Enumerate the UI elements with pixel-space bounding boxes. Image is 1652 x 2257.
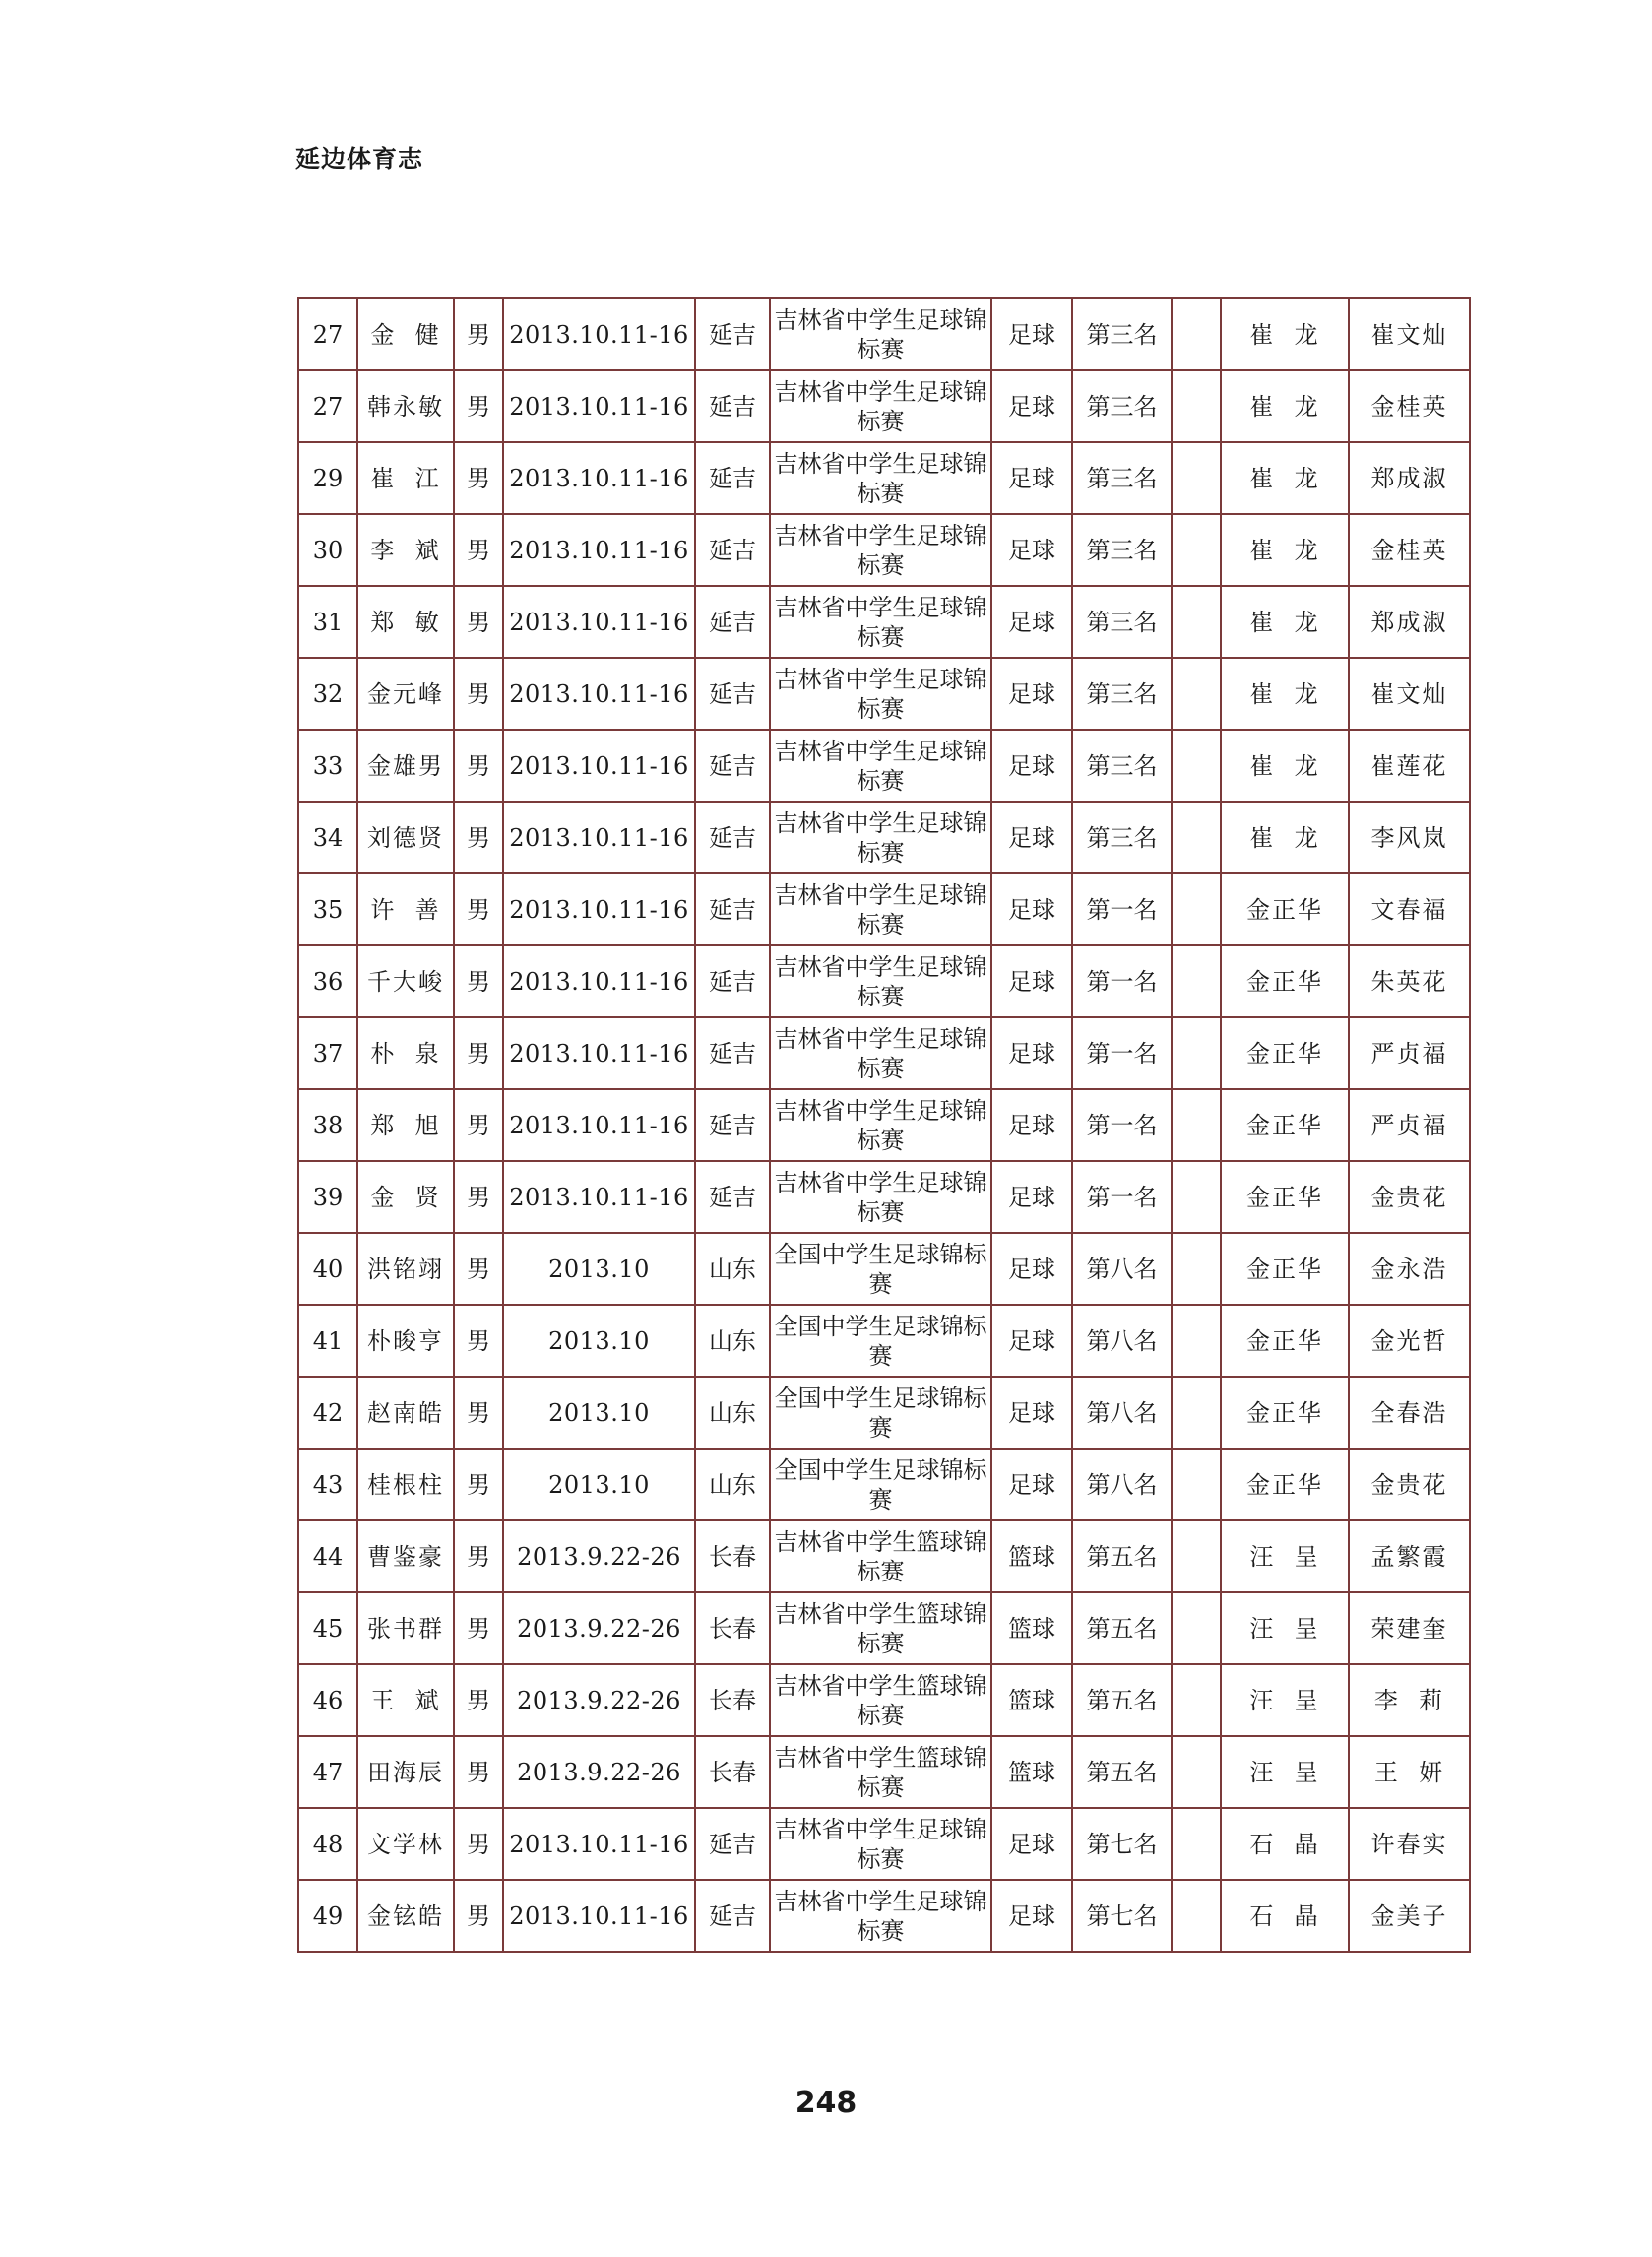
gender-cell: 男 xyxy=(454,442,503,514)
table-row xyxy=(298,586,1470,658)
remark-cell xyxy=(1172,1808,1221,1880)
table-row xyxy=(298,1520,1470,1592)
table-row xyxy=(298,1377,1470,1449)
row-number-cell: 44 xyxy=(298,1520,357,1592)
remark-cell xyxy=(1172,1017,1221,1089)
result-cell: 第三名 xyxy=(1072,586,1172,658)
coach-cell: 金正华 xyxy=(1221,1305,1349,1377)
location-cell: 长春 xyxy=(695,1664,770,1736)
coach-cell: 汪 呈 xyxy=(1221,1520,1349,1592)
gender-cell: 男 xyxy=(454,873,503,945)
table-row xyxy=(298,442,1470,514)
athlete-name-cell: 崔 江 xyxy=(357,442,454,514)
event-name-cell: 吉林省中学生足球锦标赛 xyxy=(770,802,991,873)
row-number-cell: 31 xyxy=(298,586,357,658)
table-row xyxy=(298,1161,1470,1233)
result-cell: 第三名 xyxy=(1072,730,1172,802)
teacher-cell: 荣建奎 xyxy=(1349,1592,1470,1664)
coach-cell: 崔 龙 xyxy=(1221,514,1349,586)
gender-cell: 男 xyxy=(454,1449,503,1520)
event-name-cell: 吉林省中学生篮球锦标赛 xyxy=(770,1736,991,1808)
coach-cell: 石 晶 xyxy=(1221,1880,1349,1952)
event-name-cell: 吉林省中学生足球锦标赛 xyxy=(770,730,991,802)
sport-cell: 足球 xyxy=(991,1377,1072,1449)
date-cell: 2013.10 xyxy=(503,1377,695,1449)
date-cell: 2013.10.11-16 xyxy=(503,945,695,1017)
date-cell: 2013.10.11-16 xyxy=(503,802,695,873)
date-cell: 2013.10.11-16 xyxy=(503,1089,695,1161)
date-cell: 2013.10.11-16 xyxy=(503,730,695,802)
event-name-cell: 全国中学生足球锦标赛 xyxy=(770,1449,991,1520)
remark-cell xyxy=(1172,1880,1221,1952)
table-row xyxy=(298,1449,1470,1520)
location-cell: 延吉 xyxy=(695,1880,770,1952)
table-row xyxy=(298,1664,1470,1736)
teacher-cell: 崔文灿 xyxy=(1349,658,1470,730)
date-cell: 2013.10 xyxy=(503,1449,695,1520)
location-cell: 长春 xyxy=(695,1592,770,1664)
gender-cell: 男 xyxy=(454,1664,503,1736)
athlete-name-cell: 李 斌 xyxy=(357,514,454,586)
coach-cell: 金正华 xyxy=(1221,1089,1349,1161)
teacher-cell: 金贵花 xyxy=(1349,1161,1470,1233)
date-cell: 2013.9.22-26 xyxy=(503,1592,695,1664)
gender-cell: 男 xyxy=(454,945,503,1017)
coach-cell: 崔 龙 xyxy=(1221,370,1349,442)
location-cell: 山东 xyxy=(695,1233,770,1305)
gender-cell: 男 xyxy=(454,298,503,370)
date-cell: 2013.10.11-16 xyxy=(503,514,695,586)
teacher-cell: 崔文灿 xyxy=(1349,298,1470,370)
result-cell: 第八名 xyxy=(1072,1233,1172,1305)
coach-cell: 崔 龙 xyxy=(1221,442,1349,514)
event-name-cell: 吉林省中学生足球锦标赛 xyxy=(770,514,991,586)
remark-cell xyxy=(1172,658,1221,730)
table-row xyxy=(298,298,1470,370)
result-cell: 第一名 xyxy=(1072,1017,1172,1089)
coach-cell: 崔 龙 xyxy=(1221,586,1349,658)
coach-cell: 汪 呈 xyxy=(1221,1664,1349,1736)
result-cell: 第八名 xyxy=(1072,1449,1172,1520)
event-name-cell: 吉林省中学生足球锦标赛 xyxy=(770,1161,991,1233)
sport-cell: 篮球 xyxy=(991,1592,1072,1664)
location-cell: 山东 xyxy=(695,1377,770,1449)
location-cell: 长春 xyxy=(695,1520,770,1592)
row-number-cell: 48 xyxy=(298,1808,357,1880)
table-row xyxy=(298,1592,1470,1664)
result-cell: 第一名 xyxy=(1072,873,1172,945)
sport-cell: 足球 xyxy=(991,1880,1072,1952)
row-number-cell: 47 xyxy=(298,1736,357,1808)
coach-cell: 金正华 xyxy=(1221,1161,1349,1233)
gender-cell: 男 xyxy=(454,1305,503,1377)
athlete-name-cell: 郑 旭 xyxy=(357,1089,454,1161)
remark-cell xyxy=(1172,873,1221,945)
athlete-name-cell: 曹鉴豪 xyxy=(357,1520,454,1592)
remark-cell xyxy=(1172,298,1221,370)
sport-cell: 足球 xyxy=(991,873,1072,945)
date-cell: 2013.10 xyxy=(503,1233,695,1305)
result-cell: 第八名 xyxy=(1072,1305,1172,1377)
event-name-cell: 吉林省中学生足球锦标赛 xyxy=(770,873,991,945)
sport-cell: 足球 xyxy=(991,730,1072,802)
athlete-name-cell: 郑 敏 xyxy=(357,586,454,658)
date-cell: 2013.10.11-16 xyxy=(503,1808,695,1880)
location-cell: 延吉 xyxy=(695,370,770,442)
row-number-cell: 40 xyxy=(298,1233,357,1305)
sport-cell: 足球 xyxy=(991,945,1072,1017)
teacher-cell: 郑成淑 xyxy=(1349,442,1470,514)
row-number-cell: 41 xyxy=(298,1305,357,1377)
result-cell: 第七名 xyxy=(1072,1880,1172,1952)
sport-cell: 足球 xyxy=(991,1089,1072,1161)
table-row xyxy=(298,658,1470,730)
athlete-name-cell: 张书群 xyxy=(357,1592,454,1664)
coach-cell: 崔 龙 xyxy=(1221,802,1349,873)
sport-cell: 足球 xyxy=(991,1808,1072,1880)
location-cell: 延吉 xyxy=(695,1161,770,1233)
teacher-cell: 金永浩 xyxy=(1349,1233,1470,1305)
event-name-cell: 吉林省中学生足球锦标赛 xyxy=(770,298,991,370)
coach-cell: 金正华 xyxy=(1221,1377,1349,1449)
coach-cell: 金正华 xyxy=(1221,1017,1349,1089)
date-cell: 2013.10.11-16 xyxy=(503,1161,695,1233)
gender-cell: 男 xyxy=(454,1592,503,1664)
date-cell: 2013.10.11-16 xyxy=(503,586,695,658)
location-cell: 延吉 xyxy=(695,730,770,802)
teacher-cell: 孟繁霞 xyxy=(1349,1520,1470,1592)
teacher-cell: 金光哲 xyxy=(1349,1305,1470,1377)
sport-cell: 足球 xyxy=(991,802,1072,873)
gender-cell: 男 xyxy=(454,370,503,442)
date-cell: 2013.10.11-16 xyxy=(503,658,695,730)
event-name-cell: 全国中学生足球锦标赛 xyxy=(770,1377,991,1449)
remark-cell xyxy=(1172,1377,1221,1449)
gender-cell: 男 xyxy=(454,1377,503,1449)
result-cell: 第七名 xyxy=(1072,1808,1172,1880)
event-name-cell: 吉林省中学生足球锦标赛 xyxy=(770,1880,991,1952)
location-cell: 延吉 xyxy=(695,1808,770,1880)
remark-cell xyxy=(1172,802,1221,873)
remark-cell xyxy=(1172,1233,1221,1305)
sport-cell: 足球 xyxy=(991,1305,1072,1377)
row-number-cell: 38 xyxy=(298,1089,357,1161)
remark-cell xyxy=(1172,1520,1221,1592)
location-cell: 延吉 xyxy=(695,298,770,370)
location-cell: 延吉 xyxy=(695,945,770,1017)
teacher-cell: 崔莲花 xyxy=(1349,730,1470,802)
remark-cell xyxy=(1172,586,1221,658)
athlete-name-cell: 金雄男 xyxy=(357,730,454,802)
event-name-cell: 全国中学生足球锦标赛 xyxy=(770,1233,991,1305)
teacher-cell: 金桂英 xyxy=(1349,370,1470,442)
athlete-name-cell: 韩永敏 xyxy=(357,370,454,442)
event-name-cell: 吉林省中学生足球锦标赛 xyxy=(770,945,991,1017)
gender-cell: 男 xyxy=(454,1161,503,1233)
row-number-cell: 36 xyxy=(298,945,357,1017)
result-cell: 第五名 xyxy=(1072,1520,1172,1592)
table-row xyxy=(298,730,1470,802)
teacher-cell: 文春福 xyxy=(1349,873,1470,945)
sport-cell: 篮球 xyxy=(991,1664,1072,1736)
row-number-cell: 49 xyxy=(298,1880,357,1952)
row-number-cell: 32 xyxy=(298,658,357,730)
remark-cell xyxy=(1172,1664,1221,1736)
result-cell: 第三名 xyxy=(1072,298,1172,370)
sport-cell: 足球 xyxy=(991,442,1072,514)
result-cell: 第五名 xyxy=(1072,1592,1172,1664)
result-cell: 第一名 xyxy=(1072,1161,1172,1233)
event-name-cell: 吉林省中学生篮球锦标赛 xyxy=(770,1592,991,1664)
row-number-cell: 33 xyxy=(298,730,357,802)
gender-cell: 男 xyxy=(454,1233,503,1305)
coach-cell: 石 晶 xyxy=(1221,1808,1349,1880)
date-cell: 2013.9.22-26 xyxy=(503,1520,695,1592)
location-cell: 延吉 xyxy=(695,802,770,873)
result-cell: 第三名 xyxy=(1072,802,1172,873)
coach-cell: 崔 龙 xyxy=(1221,658,1349,730)
location-cell: 延吉 xyxy=(695,514,770,586)
remark-cell xyxy=(1172,1161,1221,1233)
row-number-cell: 30 xyxy=(298,514,357,586)
event-name-cell: 吉林省中学生足球锦标赛 xyxy=(770,1089,991,1161)
athlete-name-cell: 金 健 xyxy=(357,298,454,370)
remark-cell xyxy=(1172,1089,1221,1161)
coach-cell: 金正华 xyxy=(1221,1233,1349,1305)
location-cell: 山东 xyxy=(695,1305,770,1377)
teacher-cell: 金贵花 xyxy=(1349,1449,1470,1520)
coach-cell: 汪 呈 xyxy=(1221,1736,1349,1808)
event-name-cell: 吉林省中学生足球锦标赛 xyxy=(770,370,991,442)
remark-cell xyxy=(1172,1305,1221,1377)
coach-cell: 崔 龙 xyxy=(1221,730,1349,802)
result-cell: 第三名 xyxy=(1072,658,1172,730)
gender-cell: 男 xyxy=(454,586,503,658)
row-number-cell: 27 xyxy=(298,298,357,370)
table-row xyxy=(298,1808,1470,1880)
location-cell: 延吉 xyxy=(695,442,770,514)
date-cell: 2013.10.11-16 xyxy=(503,1017,695,1089)
sport-cell: 足球 xyxy=(991,514,1072,586)
sport-cell: 篮球 xyxy=(991,1520,1072,1592)
sport-cell: 足球 xyxy=(991,370,1072,442)
gender-cell: 男 xyxy=(454,1017,503,1089)
athlete-results-table xyxy=(297,297,1471,1953)
sport-cell: 足球 xyxy=(991,1161,1072,1233)
athlete-name-cell: 朴 泉 xyxy=(357,1017,454,1089)
result-cell: 第三名 xyxy=(1072,442,1172,514)
athlete-name-cell: 文学林 xyxy=(357,1808,454,1880)
row-number-cell: 27 xyxy=(298,370,357,442)
gender-cell: 男 xyxy=(454,1736,503,1808)
event-name-cell: 吉林省中学生足球锦标赛 xyxy=(770,442,991,514)
remark-cell xyxy=(1172,442,1221,514)
coach-cell: 崔 龙 xyxy=(1221,298,1349,370)
athlete-name-cell: 赵南皓 xyxy=(357,1377,454,1449)
table-row xyxy=(298,1305,1470,1377)
table-row xyxy=(298,370,1470,442)
athlete-name-cell: 金铉皓 xyxy=(357,1880,454,1952)
coach-cell: 金正华 xyxy=(1221,1449,1349,1520)
gender-cell: 男 xyxy=(454,1880,503,1952)
result-cell: 第一名 xyxy=(1072,945,1172,1017)
athlete-name-cell: 朴晙亨 xyxy=(357,1305,454,1377)
location-cell: 山东 xyxy=(695,1449,770,1520)
date-cell: 2013.10.11-16 xyxy=(503,1880,695,1952)
event-name-cell: 吉林省中学生足球锦标赛 xyxy=(770,1808,991,1880)
remark-cell xyxy=(1172,945,1221,1017)
sport-cell: 足球 xyxy=(991,1017,1072,1089)
teacher-cell: 严贞福 xyxy=(1349,1017,1470,1089)
teacher-cell: 金桂英 xyxy=(1349,514,1470,586)
athlete-name-cell: 许 善 xyxy=(357,873,454,945)
athlete-name-cell: 千大峻 xyxy=(357,945,454,1017)
remark-cell xyxy=(1172,514,1221,586)
table-row xyxy=(298,1736,1470,1808)
page-number: 248 xyxy=(794,2086,858,2120)
coach-cell: 金正华 xyxy=(1221,945,1349,1017)
remark-cell xyxy=(1172,370,1221,442)
row-number-cell: 37 xyxy=(298,1017,357,1089)
gender-cell: 男 xyxy=(454,514,503,586)
gender-cell: 男 xyxy=(454,1808,503,1880)
teacher-cell: 许春实 xyxy=(1349,1808,1470,1880)
teacher-cell: 李风岚 xyxy=(1349,802,1470,873)
result-cell: 第一名 xyxy=(1072,1089,1172,1161)
sport-cell: 足球 xyxy=(991,586,1072,658)
location-cell: 延吉 xyxy=(695,873,770,945)
coach-cell: 金正华 xyxy=(1221,873,1349,945)
athlete-name-cell: 刘德贤 xyxy=(357,802,454,873)
row-number-cell: 35 xyxy=(298,873,357,945)
remark-cell xyxy=(1172,1736,1221,1808)
table-row xyxy=(298,945,1470,1017)
teacher-cell: 金美子 xyxy=(1349,1880,1470,1952)
event-name-cell: 吉林省中学生篮球锦标赛 xyxy=(770,1664,991,1736)
date-cell: 2013.9.22-26 xyxy=(503,1736,695,1808)
sport-cell: 足球 xyxy=(991,1449,1072,1520)
gender-cell: 男 xyxy=(454,730,503,802)
result-cell: 第五名 xyxy=(1072,1736,1172,1808)
remark-cell xyxy=(1172,1592,1221,1664)
athlete-name-cell: 金元峰 xyxy=(357,658,454,730)
table-row xyxy=(298,514,1470,586)
table-body xyxy=(298,298,1470,1952)
athlete-name-cell: 金 贤 xyxy=(357,1161,454,1233)
row-number-cell: 46 xyxy=(298,1664,357,1736)
sport-cell: 足球 xyxy=(991,658,1072,730)
location-cell: 延吉 xyxy=(695,1089,770,1161)
event-name-cell: 全国中学生足球锦标赛 xyxy=(770,1305,991,1377)
running-head-title: 延边体育志 xyxy=(295,145,424,173)
sport-cell: 篮球 xyxy=(991,1736,1072,1808)
location-cell: 延吉 xyxy=(695,1017,770,1089)
result-cell: 第三名 xyxy=(1072,514,1172,586)
teacher-cell: 王 妍 xyxy=(1349,1736,1470,1808)
date-cell: 2013.10.11-16 xyxy=(503,442,695,514)
result-cell: 第五名 xyxy=(1072,1664,1172,1736)
table-row xyxy=(298,1089,1470,1161)
event-name-cell: 吉林省中学生篮球锦标赛 xyxy=(770,1520,991,1592)
table-row xyxy=(298,1880,1470,1952)
coach-cell: 汪 呈 xyxy=(1221,1592,1349,1664)
table-row xyxy=(298,1233,1470,1305)
location-cell: 延吉 xyxy=(695,658,770,730)
location-cell: 长春 xyxy=(695,1736,770,1808)
remark-cell xyxy=(1172,1449,1221,1520)
teacher-cell: 严贞福 xyxy=(1349,1089,1470,1161)
athlete-name-cell: 田海辰 xyxy=(357,1736,454,1808)
table-row xyxy=(298,873,1470,945)
result-cell: 第八名 xyxy=(1072,1377,1172,1449)
date-cell: 2013.10.11-16 xyxy=(503,298,695,370)
athlete-name-cell: 洪铭翊 xyxy=(357,1233,454,1305)
teacher-cell: 朱英花 xyxy=(1349,945,1470,1017)
table-row xyxy=(298,802,1470,873)
teacher-cell: 李 莉 xyxy=(1349,1664,1470,1736)
teacher-cell: 郑成淑 xyxy=(1349,586,1470,658)
date-cell: 2013.10 xyxy=(503,1305,695,1377)
date-cell: 2013.10.11-16 xyxy=(503,873,695,945)
event-name-cell: 吉林省中学生足球锦标赛 xyxy=(770,586,991,658)
table-row xyxy=(298,1017,1470,1089)
location-cell: 延吉 xyxy=(695,586,770,658)
date-cell: 2013.9.22-26 xyxy=(503,1664,695,1736)
date-cell: 2013.10.11-16 xyxy=(503,370,695,442)
event-name-cell: 吉林省中学生足球锦标赛 xyxy=(770,658,991,730)
row-number-cell: 45 xyxy=(298,1592,357,1664)
gender-cell: 男 xyxy=(454,802,503,873)
row-number-cell: 39 xyxy=(298,1161,357,1233)
event-name-cell: 吉林省中学生足球锦标赛 xyxy=(770,1017,991,1089)
row-number-cell: 42 xyxy=(298,1377,357,1449)
gender-cell: 男 xyxy=(454,658,503,730)
row-number-cell: 43 xyxy=(298,1449,357,1520)
gender-cell: 男 xyxy=(454,1089,503,1161)
teacher-cell: 全春浩 xyxy=(1349,1377,1470,1449)
remark-cell xyxy=(1172,730,1221,802)
athlete-name-cell: 桂根柱 xyxy=(357,1449,454,1520)
row-number-cell: 34 xyxy=(298,802,357,873)
gender-cell: 男 xyxy=(454,1520,503,1592)
sport-cell: 足球 xyxy=(991,1233,1072,1305)
row-number-cell: 29 xyxy=(298,442,357,514)
result-cell: 第三名 xyxy=(1072,370,1172,442)
athlete-name-cell: 王 斌 xyxy=(357,1664,454,1736)
sport-cell: 足球 xyxy=(991,298,1072,370)
